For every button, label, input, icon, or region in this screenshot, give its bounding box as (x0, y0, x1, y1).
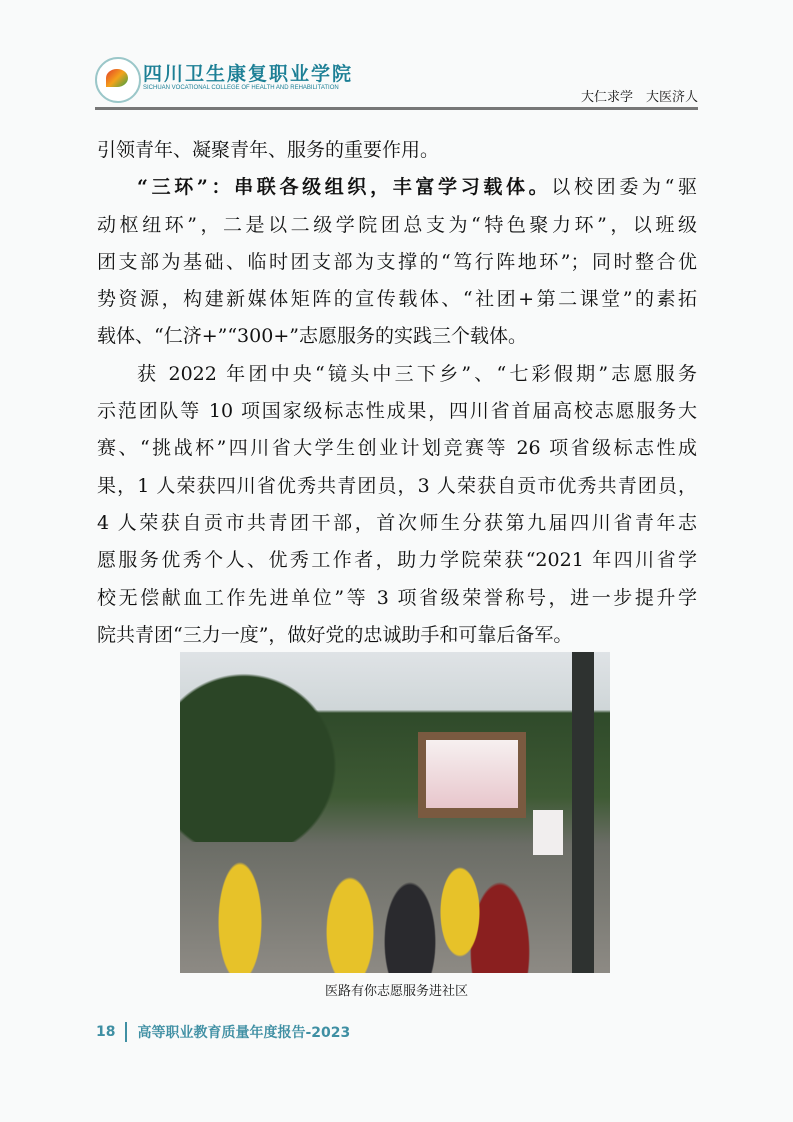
text-line (97, 207, 697, 244)
page-footer (96, 1022, 350, 1042)
volunteer-photo (180, 652, 610, 973)
report-title: 高等职业教育质量年度报告-2023 (137, 1025, 351, 1041)
text-line (97, 430, 697, 467)
text-line (97, 542, 697, 579)
text-line (97, 356, 697, 393)
line-text: 4 人荣获自贡市共青团干部，首次师生分获第九届四川省青年志 (97, 511, 697, 534)
header-divider (95, 107, 698, 110)
text-line (97, 244, 697, 281)
bold-heading: “三环”：串联各级组织，丰富学习载体。 (137, 176, 552, 199)
school-name-en: SICHUAN VOCATIONAL COLLEGE OF HEALTH AND REHABILITATION (143, 85, 339, 91)
text-line (97, 505, 697, 542)
text-line (97, 169, 697, 206)
line-text: 以校团委为“驱 (551, 176, 697, 199)
line-text: 院共青团“三力一度”，做好党的忠诚助手和可靠后备军。 (97, 623, 573, 646)
school-name-cn: 四川卫生康复职业学院 (143, 63, 354, 85)
line-text: 示范团队等 10 项国家级标志性成果，四川省首届高校志愿服务大 (97, 400, 697, 423)
line-text: 载体、“仁济+”“300+”志愿服务的实践三个载体。 (97, 325, 527, 348)
line-text: 愿服务优秀个人、优秀工作者，助力学院荣获“2021 年四川省学 (97, 549, 697, 572)
line-text: 引领青年、凝聚青年、服务的重要作用。 (97, 139, 440, 161)
line-text: 获 2022 年团中央“镜头中三下乡”、“七彩假期”志愿服务 (137, 362, 697, 385)
text-line (97, 318, 697, 355)
text-line (97, 468, 697, 505)
text-line (97, 132, 697, 169)
body-text (97, 132, 697, 654)
text-line (97, 617, 697, 654)
line-text: 果，1 人荣获四川省优秀共青团员，3 人荣获自贡市优秀共青团员， (97, 474, 697, 497)
text-line (97, 580, 697, 617)
text-line (97, 281, 697, 318)
page-number: 18 (96, 1024, 116, 1040)
school-logo (95, 57, 141, 103)
photo-caption: 医路有你志愿服务进社区 (324, 984, 468, 999)
footer-divider (125, 1022, 127, 1042)
line-text: 赛、“挑战杯”四川省大学生创业计划竞赛等 26 项省级标志性成 (97, 437, 697, 460)
text-line (97, 393, 697, 430)
line-text: 动枢纽环”，二是以二级学院团总支为“特色聚力环”，以班级 (97, 213, 697, 236)
school-motto: 大仁求学 大医济人 (580, 90, 698, 105)
line-text: 势资源，构建新媒体矩阵的宣传载体、“社团+第二课堂”的素拓 (97, 288, 697, 311)
line-text: 校无偿献血工作先进单位”等 3 项省级荣誉称号，进一步提升学 (97, 586, 697, 609)
page-header (95, 55, 698, 107)
line-text: 团支部为基础、临时团支部为支撑的“笃行阵地环”；同时整合优 (97, 250, 697, 273)
